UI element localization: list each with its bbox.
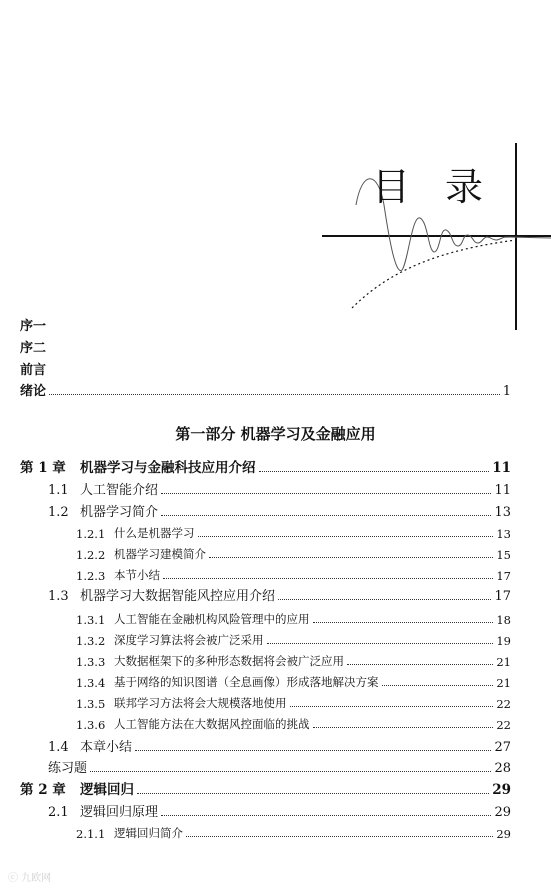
- toc-entry-title: 机器学习简介: [80, 505, 159, 520]
- toc-entry[interactable]: [76, 651, 511, 669]
- toc-entry-title: 大数据框架下的多种形态数据将会被广泛应用: [114, 654, 344, 668]
- leader-dots: [161, 492, 491, 494]
- leader-dots: [278, 598, 491, 600]
- title-char-1: 目: [372, 165, 411, 209]
- toc-entry-number: 1.2.2: [76, 548, 106, 562]
- toc-entry-page: 13: [496, 527, 511, 541]
- toc-entry-page: 19: [496, 634, 511, 648]
- toc-entry[interactable]: [76, 565, 511, 583]
- leader-dots: [259, 470, 490, 472]
- leader-dots: [198, 535, 494, 537]
- toc-entry-title: 本章小结: [80, 740, 133, 755]
- front-matter-foreword: 前言: [20, 363, 47, 378]
- toc-entry[interactable]: [48, 737, 511, 755]
- toc-entry-page: 15: [496, 548, 511, 562]
- toc-entry-title: 基于网络的知识图谱（全息画像）形成落地解决方案: [114, 675, 379, 689]
- toc-entry[interactable]: [76, 672, 511, 690]
- toc-entry[interactable]: [48, 502, 511, 520]
- toc-entry-page: 29: [492, 782, 511, 798]
- toc-entry[interactable]: [76, 693, 511, 711]
- toc-entry-number: 1.3.1: [76, 613, 106, 627]
- front-matter-introduction-label: 绪论: [20, 384, 47, 399]
- toc-entry-number: 1.2: [48, 505, 69, 520]
- toc-entry-title: 人工智能介绍: [80, 483, 159, 498]
- toc-entry-page: 11: [492, 460, 511, 476]
- toc-entry-title: 人工智能在金融机构风险管理中的应用: [114, 612, 310, 626]
- toc-entry-page: 11: [494, 483, 511, 498]
- leader-dots: [313, 726, 494, 728]
- toc-entry-number: 1.3.2: [76, 634, 106, 648]
- front-matter-preface-1: 序一: [20, 319, 47, 334]
- leader-dots: [137, 792, 489, 794]
- toc-entry-number: 1.4: [48, 740, 69, 755]
- front-matter-introduction-page: 1: [502, 384, 511, 399]
- toc-entry[interactable]: [48, 758, 511, 776]
- toc-entry-title: 逻辑回归原理: [80, 805, 159, 820]
- toc-entry-number: 1.3.3: [76, 655, 106, 669]
- leader-dots: [186, 835, 493, 837]
- toc-entry-title: 深度学习算法将会被广泛采用: [114, 633, 264, 647]
- toc-entry-title: 本节小结: [114, 568, 160, 582]
- toc-entry-page: 17: [494, 589, 511, 604]
- toc-entry-page: 21: [496, 676, 511, 690]
- toc-entry-title: 机器学习大数据智能风控应用介绍: [80, 589, 276, 604]
- toc-entry[interactable]: [76, 714, 511, 732]
- leader-dots: [161, 814, 491, 816]
- toc-entry-number: 1.3: [48, 589, 69, 604]
- front-matter-introduction-row[interactable]: [20, 381, 511, 399]
- front-matter-preface-2: 序二: [20, 341, 47, 356]
- toc-entry-number: 1.3.4: [76, 676, 106, 690]
- envelope-dashed-curve: [352, 240, 516, 308]
- leader-dots: [290, 705, 494, 707]
- toc-entry-number: 第 2 章: [20, 782, 66, 798]
- toc-entry-number: 1.3.6: [76, 718, 106, 732]
- leader-dots: [161, 514, 491, 516]
- toc-entry-number: 2.1: [48, 805, 69, 820]
- toc-entry-number: 1.1: [48, 483, 69, 498]
- leader-dots: [382, 684, 494, 686]
- toc-entry-title: 逻辑回归简介: [114, 826, 183, 840]
- toc-entry[interactable]: [48, 480, 511, 498]
- toc-entry-number: 1.2.3: [76, 569, 106, 583]
- leader-dots: [135, 749, 491, 751]
- toc-entry-title: 什么是机器学习: [114, 526, 195, 540]
- toc-entry[interactable]: [20, 780, 511, 798]
- toc-entry[interactable]: [76, 823, 511, 841]
- leader-dots: [313, 621, 494, 623]
- leader-dots: [267, 642, 494, 644]
- leader-dots: [49, 393, 500, 395]
- toc-entry-title: 人工智能方法在大数据风控面临的挑战: [114, 717, 310, 731]
- toc-entry[interactable]: [76, 523, 511, 541]
- title-char-2: 录: [445, 165, 484, 209]
- toc-entry-number: 1.2.1: [76, 527, 106, 541]
- part-title: 第一部分 机器学习及金融应用: [175, 425, 376, 443]
- toc-entry-page: 21: [496, 655, 511, 669]
- toc-entry-page: 27: [494, 740, 511, 755]
- toc-entry[interactable]: [76, 544, 511, 562]
- watermark: ⓒ 九欧网: [8, 873, 52, 884]
- toc-entry-title: 逻辑回归: [80, 782, 134, 798]
- leader-dots: [347, 663, 493, 665]
- toc-entry[interactable]: [48, 802, 511, 820]
- toc-entry[interactable]: [76, 609, 511, 627]
- toc-entry-page: 29: [494, 805, 511, 820]
- toc-entry[interactable]: [20, 458, 511, 476]
- leader-dots: [163, 577, 493, 579]
- toc-entry-page: 13: [494, 505, 511, 520]
- toc-entry-title: 联邦学习方法将会大规模落地使用: [114, 696, 287, 710]
- toc-entry-page: 29: [496, 827, 511, 841]
- toc-entry-page: 28: [494, 761, 511, 776]
- leader-dots: [209, 556, 493, 558]
- toc-entry-number: 2.1.1: [76, 827, 106, 841]
- toc-entry[interactable]: [76, 630, 511, 648]
- leader-dots: [90, 770, 491, 772]
- toc-entry-page: 22: [496, 718, 511, 732]
- toc-entry-number: 第 1 章: [20, 460, 66, 476]
- toc-entry-title: 练习题: [48, 761, 88, 776]
- toc-entry-number: 1.3.5: [76, 697, 106, 711]
- toc-entry-page: 22: [496, 697, 511, 711]
- toc-entry-page: 18: [496, 613, 511, 627]
- toc-entry[interactable]: [48, 586, 511, 604]
- toc-entry-title: 机器学习与金融科技应用介绍: [80, 460, 256, 476]
- toc-entry-page: 17: [496, 569, 511, 583]
- toc-entry-title: 机器学习建模简介: [114, 547, 206, 561]
